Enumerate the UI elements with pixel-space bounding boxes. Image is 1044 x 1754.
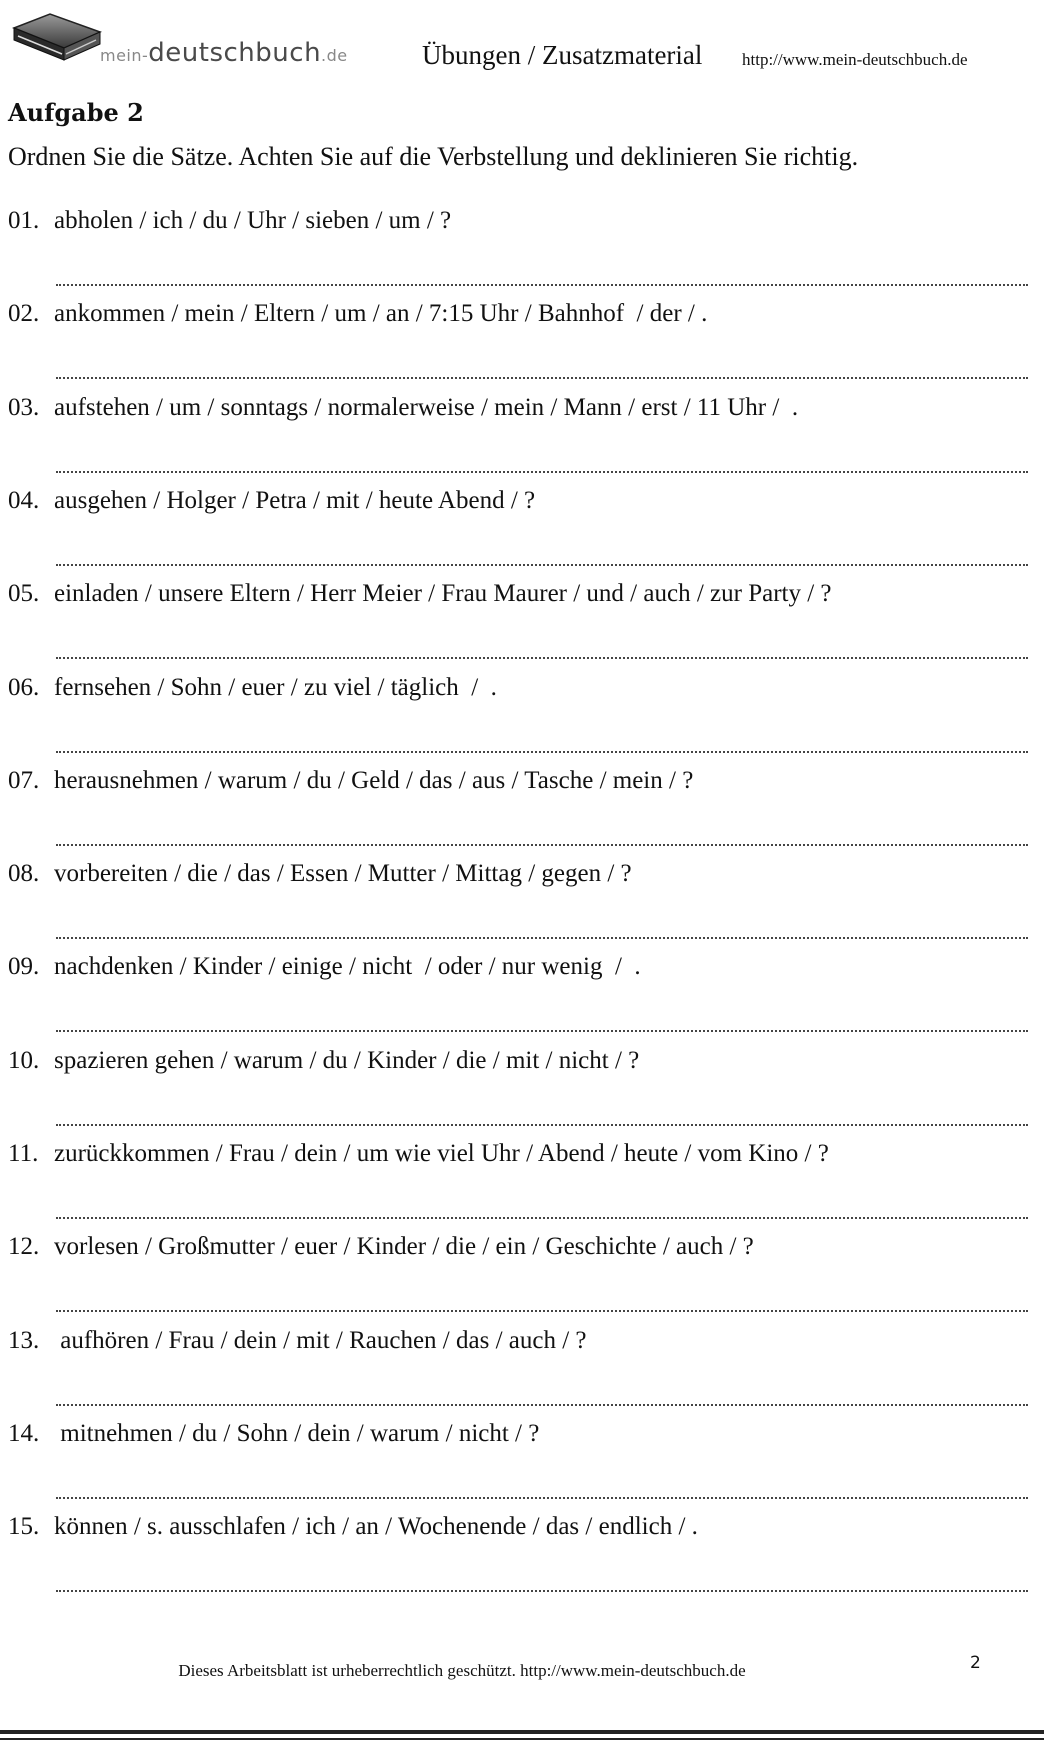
exercise-prompt <box>8 857 1028 891</box>
answer-line[interactable] <box>56 1310 1028 1312</box>
exercise-prompt <box>8 1510 1028 1544</box>
exercise-item <box>8 1044 1028 1078</box>
exercise-item <box>8 1230 1028 1264</box>
exercise-prompt <box>8 764 1028 798</box>
exercise-number: 11. <box>8 1140 39 1167</box>
answer-line[interactable] <box>56 1497 1028 1499</box>
exercise-prompt <box>8 1230 1028 1264</box>
logo-prefix: mein- <box>100 46 149 65</box>
exercise-number: 14. <box>8 1420 40 1447</box>
logo-tld: .de <box>321 46 348 65</box>
exercise-words: ankommen / mein / Eltern / um / an / 7:15 Uhr / Bahnhof / der / . <box>54 300 708 327</box>
exercise-number: 05. <box>8 580 40 607</box>
answer-line[interactable] <box>56 564 1028 566</box>
exercise-words: vorlesen / Großmutter / euer / Kinder / die / ein / Geschichte / auch / ? <box>54 1233 754 1260</box>
header-title: Übungen / Zusatzmaterial <box>422 40 703 70</box>
exercise-item <box>8 484 1028 518</box>
exercise-number: 08. <box>8 860 40 887</box>
exercise-number: 09. <box>8 953 40 980</box>
exercise-words: mitnehmen / du / Sohn / dein / warum / nicht / ? <box>54 1420 540 1447</box>
exercise-words: zurückkommen / Frau / dein / um wie viel Uhr / Abend / heute / vom Kino / ? <box>54 1140 829 1167</box>
exercise-item <box>8 204 1028 238</box>
exercise-number: 04. <box>8 487 40 514</box>
book-logo-icon <box>8 10 104 68</box>
exercise-words: spazieren gehen / warum / du / Kinder / die / mit / nicht / ? <box>54 1047 640 1074</box>
exercise-words: aufhören / Frau / dein / mit / Rauchen / das / auch / ? <box>54 1327 587 1354</box>
answer-line[interactable] <box>56 284 1028 286</box>
exercise-number: 06. <box>8 674 40 701</box>
exercise-prompt <box>8 950 1028 984</box>
answer-line[interactable] <box>56 657 1028 659</box>
site-logo <box>100 38 348 68</box>
exercise-prompt <box>8 1417 1028 1451</box>
exercise-item <box>8 671 1028 705</box>
answer-line[interactable] <box>56 1217 1028 1219</box>
exercise-prompt <box>8 297 1028 331</box>
exercise-item <box>8 391 1028 425</box>
exercise-prompt <box>8 484 1028 518</box>
exercise-words: nachdenken / Kinder / einige / nicht / oder / nur wenig / . <box>54 953 641 980</box>
exercise-words: können / s. ausschlafen / ich / an / Wochenende / das / endlich / . <box>54 1513 698 1540</box>
exercise-words: aufstehen / um / sonntags / normalerweise / mein / Mann / erst / 11 Uhr / . <box>54 394 799 421</box>
footer-copyright: Dieses Arbeitsblatt ist urheberrechtlich geschützt. http://www.mein-deutschbuch.de <box>178 1661 746 1680</box>
exercise-item <box>8 1510 1028 1544</box>
footer-rule-thick <box>0 1730 1044 1734</box>
exercise-number: 07. <box>8 767 40 794</box>
exercise-prompt <box>8 1324 1028 1358</box>
header-url[interactable]: http://www.mein-deutschbuch.de <box>742 50 968 69</box>
exercise-number: 12. <box>8 1233 40 1260</box>
exercise-prompt <box>8 671 1028 705</box>
exercise-prompt <box>8 577 1028 611</box>
exercise-item <box>8 950 1028 984</box>
exercise-item <box>8 1417 1028 1451</box>
exercise-item <box>8 1324 1028 1358</box>
exercise-prompt <box>8 1137 1028 1171</box>
footer-rule-thin <box>0 1738 1044 1740</box>
answer-line[interactable] <box>56 471 1028 473</box>
exercise-words: einladen / unsere Eltern / Herr Meier / Frau Maurer / und / auch / zur Party / ? <box>54 580 832 607</box>
exercise-number: 13. <box>8 1327 40 1354</box>
answer-line[interactable] <box>56 377 1028 379</box>
exercise-words: abholen / ich / du / Uhr / sieben / um / ? <box>54 207 452 234</box>
exercise-words: fernsehen / Sohn / euer / zu viel / täglich / . <box>54 674 497 701</box>
exercise-number: 02. <box>8 300 40 327</box>
exercise-words: ausgehen / Holger / Petra / mit / heute Abend / ? <box>54 487 536 514</box>
answer-line[interactable] <box>56 937 1028 939</box>
answer-line[interactable] <box>56 751 1028 753</box>
exercise-item <box>8 577 1028 611</box>
answer-line[interactable] <box>56 1404 1028 1406</box>
exercise-number: 01. <box>8 207 40 234</box>
exercise-item <box>8 297 1028 331</box>
exercise-number: 15. <box>8 1513 40 1540</box>
answer-line[interactable] <box>56 1030 1028 1032</box>
page-number: 2 <box>970 1653 981 1673</box>
answer-line[interactable] <box>56 1590 1028 1592</box>
exercise-prompt <box>8 391 1028 425</box>
exercise-item <box>8 857 1028 891</box>
exercise-words: herausnehmen / warum / du / Geld / das / aus / Tasche / mein / ? <box>54 767 694 794</box>
answer-line[interactable] <box>56 1124 1028 1126</box>
exercise-item <box>8 764 1028 798</box>
task-title: Aufgabe 2 <box>8 98 144 127</box>
logo-main: deutschbuch <box>148 38 322 68</box>
task-instruction: Ordnen Sie die Sätze. Achten Sie auf die Verbstellung und deklinieren Sie richtig. <box>8 142 859 171</box>
exercise-prompt <box>8 1044 1028 1078</box>
exercise-prompt <box>8 204 1028 238</box>
exercise-item <box>8 1137 1028 1171</box>
exercise-words: vorbereiten / die / das / Essen / Mutter / Mittag / gegen / ? <box>54 860 632 887</box>
page-header <box>0 0 1044 90</box>
exercise-number: 10. <box>8 1047 40 1074</box>
answer-line[interactable] <box>56 844 1028 846</box>
exercise-number: 03. <box>8 394 40 421</box>
